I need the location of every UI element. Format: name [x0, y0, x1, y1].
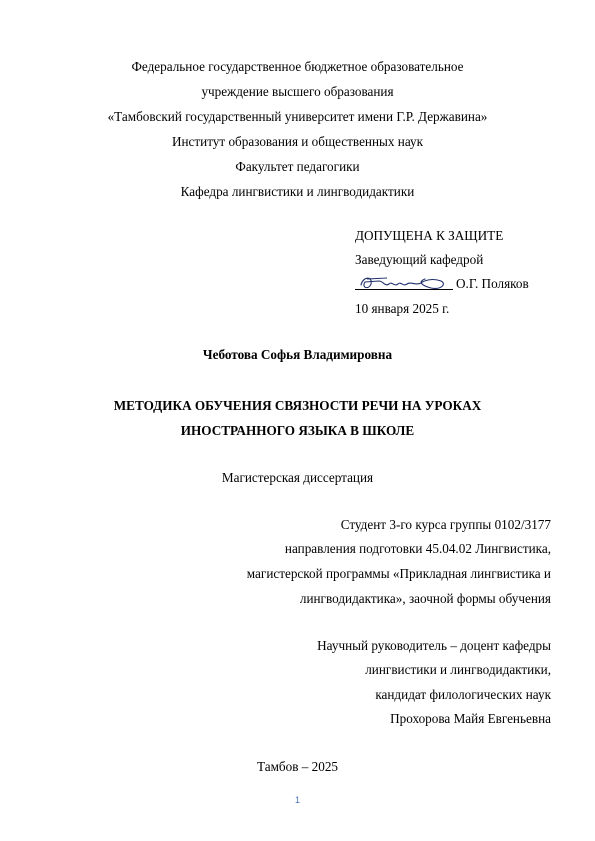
student-info-line-3: магистерской программы «Прикладная лингвистика и [246, 566, 551, 581]
student-info-line-4: лингводидактика», заочной формы обучения [299, 591, 551, 606]
student-info-line-2: направления подготовки 45.04.02 Лингвистика, [284, 541, 551, 556]
work-type: Магистерская диссертация [221, 470, 374, 485]
thesis-title-line-1: МЕТОДИКА ОБУЧЕНИЯ СВЯЗНОСТИ РЕЧИ НА УРОКАХ [113, 398, 482, 413]
approval-role: Заведующий кафедрой [355, 252, 484, 267]
supervisor-info-line-2: лингвистики и лингводидактики, [365, 662, 551, 677]
supervisor-info-line-1: Научный руководитель – доцент кафедры [317, 638, 551, 653]
page-number: 1 [294, 795, 300, 805]
department-name: Кафедра лингвистики и лингводидактики [180, 184, 415, 199]
faculty-name: Факультет педагогики [235, 159, 360, 174]
approval-status: ДОПУЩЕНА К ЗАЩИТЕ [355, 228, 504, 243]
supervisor-info-line-3: кандидат филологических наук [375, 687, 551, 702]
university-name: «Тамбовский государственный университет имени Г.Р. Державина» [107, 109, 488, 124]
supervisor-name: Прохорова Майя Евгеньевна [390, 711, 551, 726]
thesis-title-line-2: ИНОСТРАННОГО ЯЗЫКА В ШКОЛЕ [180, 423, 415, 438]
approval-date: 10 января 2025 г. [355, 301, 450, 316]
handwritten-signature [357, 272, 451, 294]
student-info-line-1: Студент 3-го курса группы 0102/3177 [340, 517, 551, 532]
university-header-line-2: учреждение высшего образования [201, 84, 394, 99]
institute-name: Институт образования и общественных наук [171, 134, 424, 149]
approver-name: О.Г. Поляков [456, 276, 529, 291]
city-year: Тамбов – 2025 [256, 759, 339, 774]
author-name: Чеботова Софья Владимировна [202, 347, 393, 362]
university-header-line-1: Федеральное государственное бюджетное образовательное [131, 59, 464, 74]
